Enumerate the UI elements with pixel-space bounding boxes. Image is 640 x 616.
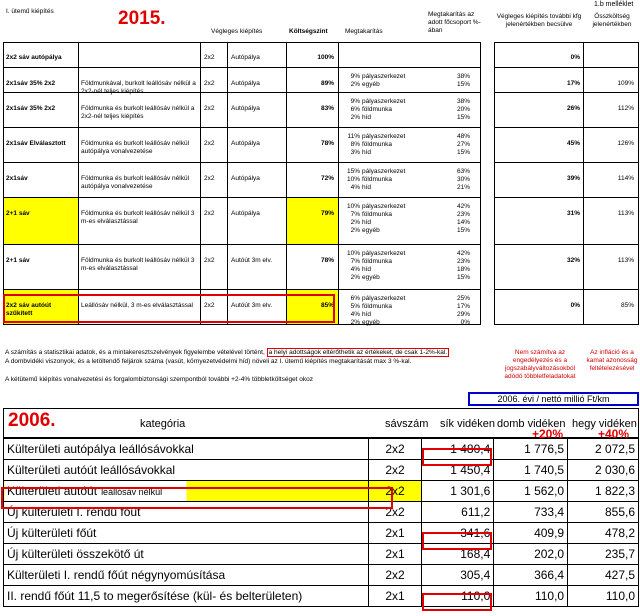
row-divider: [494, 92, 639, 93]
row-total: 109%: [617, 80, 634, 87]
saving-label: földmunka: [362, 176, 392, 183]
row-cost: 83%: [320, 105, 334, 112]
row-highlight-box: [3, 294, 335, 323]
row-divider: [3, 244, 481, 245]
row-further: 0%: [570, 54, 580, 61]
category-cell: [4, 439, 369, 460]
row-divider: [3, 324, 481, 325]
row-name: 2x2 sáv autópálya: [6, 54, 62, 61]
category-cell: [4, 565, 369, 586]
saving-pct: 7%: [350, 211, 360, 218]
saving-pct: 10%: [346, 250, 360, 257]
row-divider: [3, 92, 481, 93]
flat-cell: 1 450,4: [422, 460, 494, 481]
row-type: Autóút 3m elv.: [231, 257, 273, 264]
saving-label: híd: [362, 266, 372, 273]
annex-label: 1.b melléklet: [594, 1, 634, 8]
row-lanes: 2x2: [204, 140, 215, 147]
saving-label: egyéb: [362, 319, 380, 326]
saving-label: földmunka: [362, 258, 392, 265]
row-total: 114%: [617, 175, 634, 182]
hill-cell: 1 776,5: [494, 439, 568, 460]
table-row: [4, 544, 639, 565]
flat-cell: 341,6: [422, 523, 494, 544]
ratio-pct: 15%: [456, 274, 470, 281]
saving-pct: 15%: [346, 168, 360, 175]
table-row: [4, 586, 639, 607]
saving-label: pályaszerkezet: [362, 203, 406, 210]
saving-pct: 4%: [350, 266, 360, 273]
row-divider: [494, 289, 639, 290]
saving-label: földmunka: [362, 106, 392, 113]
row-further: 26%: [566, 105, 580, 112]
ratio-pct: 29%: [456, 311, 470, 318]
row-divider: [494, 324, 639, 325]
ratio-pct: 23%: [456, 211, 470, 218]
saving-label: pályaszerkezet: [362, 98, 406, 105]
note-red-2: Az infláció és a kamat azonosság feltételezésével: [586, 349, 638, 372]
divider: [227, 42, 228, 325]
bottom-header-hill-pct: +20%: [532, 427, 564, 441]
category-text: II. rendű főút 11,5 to megerősítése (kül- és belterületen): [7, 589, 303, 603]
ratio-pct: 20%: [456, 106, 470, 113]
row-type: Autópálya: [231, 140, 260, 147]
table-row: [4, 565, 639, 586]
saving-pct: 2%: [350, 319, 360, 326]
category-cell: [4, 586, 369, 607]
bottom-header-flat: sík vidéken: [440, 418, 496, 430]
flat-cell: 1 301,6: [422, 481, 494, 502]
category-text: Új külterületi I. rendű főút: [7, 505, 141, 519]
ratio-pct: 42%: [456, 250, 470, 257]
bottom-header-mountain: hegy vidéken: [572, 418, 637, 430]
divider: [286, 42, 287, 325]
row-type: Autópálya: [231, 54, 260, 61]
saving-label: földmunka: [362, 303, 392, 310]
row-desc: Földmunka és burkolt leállósáv nélkül 3 m-es elválasztással: [81, 257, 195, 272]
saving-pct: 2%: [350, 227, 360, 234]
note-1a: A számítás a statisztikai adatok, és a mintakeresztszelvények figyelembe vételével történt,: [5, 349, 265, 356]
lanes-cell: 2x1: [368, 544, 422, 565]
saving-pct: 11%: [347, 133, 360, 140]
category-cell: [4, 460, 369, 481]
category-text: Külterületi autóút leállósávokkal: [7, 463, 176, 477]
note-red-1: Nem számítva az engedélyezés és a jogszabályváltozásokból adódó többletfeladatokat: [504, 349, 576, 380]
saving-pct: 8%: [350, 141, 360, 148]
saving-label: pályaszerkezet: [362, 250, 406, 257]
lanes-cell: 2x2: [368, 502, 422, 523]
saving-label: földmunka: [362, 211, 392, 218]
row-divider: [494, 127, 639, 128]
lanes-cell: 2x2: [368, 565, 422, 586]
ratio-pct: 17%: [456, 303, 470, 310]
row-desc: Földmunka és burkolt leállósáv nélkül autópálya vonalvezetése: [81, 140, 190, 155]
row-name: 2x1sáv Elválasztott: [6, 140, 66, 147]
row-lanes: 2x2: [204, 80, 215, 87]
note-3: A kétütemű kiépítés vonalvezetési és forgalombiztonsági szempontból további +2-4% többletköltséget okoz: [5, 376, 314, 383]
row-total: 113%: [617, 210, 634, 217]
row-divider: [494, 67, 639, 68]
ratio-pct: 18%: [456, 266, 470, 273]
row-divider: [3, 162, 481, 163]
note-2: A dombvidéki viszonyok, és a letöltendő feljárok száma (vasút, környezetvédelmi híd) növeli az I. ütemű kiépítés megtakarítását max 3 %-kal.: [5, 358, 412, 365]
header-col4: Megtakarítás: [345, 28, 383, 35]
table-row: [4, 460, 639, 481]
row-desc: Földmunka és burkolt leállósáv nélkül autópálya vonalvezetése: [81, 175, 190, 190]
row-type: Autópálya: [231, 80, 260, 87]
flat-cell: 168,4: [422, 544, 494, 565]
flat-cell: 1 480,4: [422, 439, 494, 460]
saving-pct: 2%: [350, 81, 360, 88]
row-type: Autópálya: [231, 105, 260, 112]
ratio-pct: 15%: [456, 149, 470, 156]
mountain-cell: 427,5: [568, 565, 639, 586]
row-further: 31%: [566, 210, 580, 217]
saving-pct: 10%: [346, 203, 360, 210]
ratio-pct: 0%: [460, 319, 470, 326]
mountain-cell: 478,2: [568, 523, 639, 544]
saving-pct: 9%: [350, 98, 360, 105]
category-text: Külterületi autópálya leállósávokkal: [7, 442, 194, 456]
row-total: 113%: [617, 257, 634, 264]
saving-pct: 2%: [350, 114, 360, 121]
saving-pct: 2%: [350, 274, 360, 281]
row-lanes: 2x2: [204, 302, 215, 309]
mountain-cell: 855,6: [568, 502, 639, 523]
row-further: 45%: [566, 140, 580, 147]
saving-label: híd: [362, 184, 372, 191]
category-suffix: leállósáv nélkül: [101, 487, 163, 497]
ratio-pct: 27%: [456, 141, 470, 148]
hill-cell: 202,0: [494, 544, 568, 565]
header-col1: I. ütemű kiépítés: [6, 8, 54, 15]
row-name: 2+1 sáv: [6, 210, 30, 217]
header-col2: Végleges kiépítés: [211, 28, 263, 35]
row-cost: 100%: [317, 54, 334, 61]
category-text: Külterületi autóút: [7, 484, 98, 498]
saving-label: pályaszerkezet: [362, 73, 406, 80]
row-further: 17%: [566, 80, 580, 87]
ratio-pct: 38%: [456, 98, 470, 105]
ratio-pct: 15%: [456, 114, 470, 121]
hill-cell: 733,4: [494, 502, 568, 523]
category-text: Új külterületi összekötő út: [7, 547, 144, 561]
row-cost: 72%: [320, 175, 334, 182]
unit-label: 2006. évi / nettó millió Ft/km: [468, 392, 639, 406]
saving-pct: 4%: [350, 311, 360, 318]
row-cost: 78%: [320, 140, 334, 147]
ratio-pct: 48%: [456, 133, 470, 140]
ratio-pct: 15%: [456, 227, 470, 234]
lanes-cell: 2x1: [368, 586, 422, 607]
row-total: 112%: [617, 105, 634, 112]
saving-label: egyéb: [362, 81, 380, 88]
row-further: 0%: [570, 302, 580, 309]
ratio-pct: 23%: [456, 258, 470, 265]
hill-cell: 409,9: [494, 523, 568, 544]
saving-label: híd: [362, 114, 372, 121]
bottom-header-lanes: sávszám: [385, 418, 429, 430]
row-name: 2x1sáv: [6, 175, 28, 182]
row-cost: 79%: [320, 210, 334, 217]
row-lanes: 2x2: [204, 175, 215, 182]
mountain-cell: 235,7: [568, 544, 639, 565]
ratio-pct: 30%: [456, 176, 470, 183]
row-name: 2+1 sáv: [6, 257, 30, 264]
row-name: 2x2 sáv autóút szűkített: [6, 302, 52, 317]
highlight-box-flat-7: [422, 593, 492, 611]
header-col3: Költségszint: [289, 28, 328, 35]
saving-label: földmunka: [362, 141, 392, 148]
highlight-box-flat-5: [422, 532, 492, 550]
flat-cell: 611,2: [422, 502, 494, 523]
ratio-pct: 38%: [456, 73, 470, 80]
saving-label: híd: [362, 219, 372, 226]
ratio-pct: 15%: [456, 81, 470, 88]
ratio-pct: 63%: [456, 168, 470, 175]
row-type: Autóút 3m elv.: [231, 302, 273, 309]
category-text: Külterületi I. rendű főút négynyomúsítása: [7, 568, 226, 582]
divider: [78, 42, 79, 325]
highlight: [287, 198, 338, 244]
row-total: 126%: [617, 140, 634, 147]
year-2015-title: 2015.: [118, 8, 166, 29]
row-total: 85%: [620, 302, 634, 309]
mountain-cell: 1 822,3: [568, 481, 639, 502]
ratio-pct: 14%: [456, 219, 470, 226]
bottom-header-category: kategória: [140, 418, 186, 430]
divider: [338, 42, 339, 325]
flat-cell: 110,0: [422, 586, 494, 607]
row-further: 39%: [566, 175, 580, 182]
row-desc: Földmunka és burkolt leállósáv nélkül a 2x2-nél teljes kiépítés: [81, 105, 195, 120]
saving-label: pályaszerkezet: [362, 133, 406, 140]
category-cell: [4, 523, 369, 544]
highlight-box-row-3: [1, 487, 393, 509]
mountain-cell: 2 030,6: [568, 460, 639, 481]
row-lanes: 2x2: [204, 105, 215, 112]
hill-cell: 1 740,5: [494, 460, 568, 481]
note-1b: a helyi adottságok eltérőthetik az értékeket, de csak 1-2%-kal.: [268, 349, 448, 356]
row-cost: 89%: [320, 80, 334, 87]
divider: [583, 42, 584, 325]
ratio-pct: 42%: [456, 203, 470, 210]
header-col7: Összköltség jelenértékben: [592, 13, 632, 28]
saving-pct: 9%: [350, 73, 360, 80]
row-type: Autópálya: [231, 210, 260, 217]
table-row: [4, 523, 639, 544]
saving-label: híd: [362, 149, 372, 156]
saving-pct: 10%: [346, 176, 360, 183]
saving-label: pályaszerkezet: [362, 168, 406, 175]
row-divider: [494, 197, 639, 198]
row-lanes: 2x2: [204, 210, 215, 217]
row-divider: [494, 244, 639, 245]
row-desc: Földmunkával, burkolt leállósáv nélkül a 2x2-nél teljes kiépítés: [81, 80, 196, 95]
saving-pct: 4%: [350, 184, 360, 191]
saving-pct: 5%: [350, 303, 360, 310]
row-divider: [3, 67, 481, 68]
saving-label: híd: [362, 311, 372, 318]
row-cost: 78%: [320, 257, 334, 264]
saving-label: egyéb: [362, 274, 380, 281]
row-name: 2x1sáv 35% 2x2: [6, 105, 56, 112]
bottom-header-hill: domb vidéken: [497, 418, 566, 430]
lanes-cell: 2x2: [368, 439, 422, 460]
mountain-cell: 110,0: [568, 586, 639, 607]
saving-pct: 7%: [350, 258, 360, 265]
row-cost: 85%: [320, 302, 334, 309]
saving-pct: 6%: [350, 106, 360, 113]
row-further: 32%: [566, 257, 580, 264]
saving-label: egyéb: [362, 227, 380, 234]
lanes-cell: 2x2: [368, 481, 422, 502]
category-text: Új külterületi főút: [7, 526, 97, 540]
divider: [200, 42, 201, 325]
row-type: Autópálya: [231, 175, 260, 182]
saving-pct: 2%: [350, 219, 360, 226]
table-row: [4, 439, 639, 460]
lanes-cell: 2x2: [368, 460, 422, 481]
note-1: [5, 349, 485, 357]
mountain-cell: 2 072,5: [568, 439, 639, 460]
highlight-box-flat-1: [422, 448, 492, 466]
row-divider: [494, 162, 639, 163]
category-cell: [4, 544, 369, 565]
row-name: 2x1sáv 35% 2x2: [6, 80, 56, 87]
row-desc: Leállósáv nélkül, 3 m-es elválasztással: [81, 302, 193, 309]
header-col5: Megtakarítás az adott főcsoport %-ában: [428, 11, 481, 34]
cost-table: [3, 438, 639, 607]
lanes-cell: 2x1: [368, 523, 422, 544]
row-lanes: 2x2: [204, 257, 215, 264]
ratio-pct: 21%: [456, 184, 470, 191]
row-desc: Földmunka és burkolt leállósáv nélkül 3 m-es elválasztással: [81, 210, 195, 225]
header-col6: Végleges kiépítés további kfg jelenértékben becsülve: [496, 13, 582, 28]
saving-pct: 6%: [350, 295, 360, 302]
highlight: [4, 198, 78, 244]
bottom-header-mountain-pct: +40%: [598, 427, 630, 441]
row-lanes: 2x2: [204, 54, 215, 61]
hill-cell: 110,0: [494, 586, 568, 607]
saving-pct: 3%: [350, 149, 360, 156]
year-2006-title: 2006.: [8, 410, 56, 431]
row-divider: [3, 127, 481, 128]
flat-cell: 305,4: [422, 565, 494, 586]
ratio-pct: 25%: [456, 295, 470, 302]
hill-cell: 366,4: [494, 565, 568, 586]
saving-label: pályaszerkezet: [362, 295, 406, 302]
hill-cell: 1 562,0: [494, 481, 568, 502]
